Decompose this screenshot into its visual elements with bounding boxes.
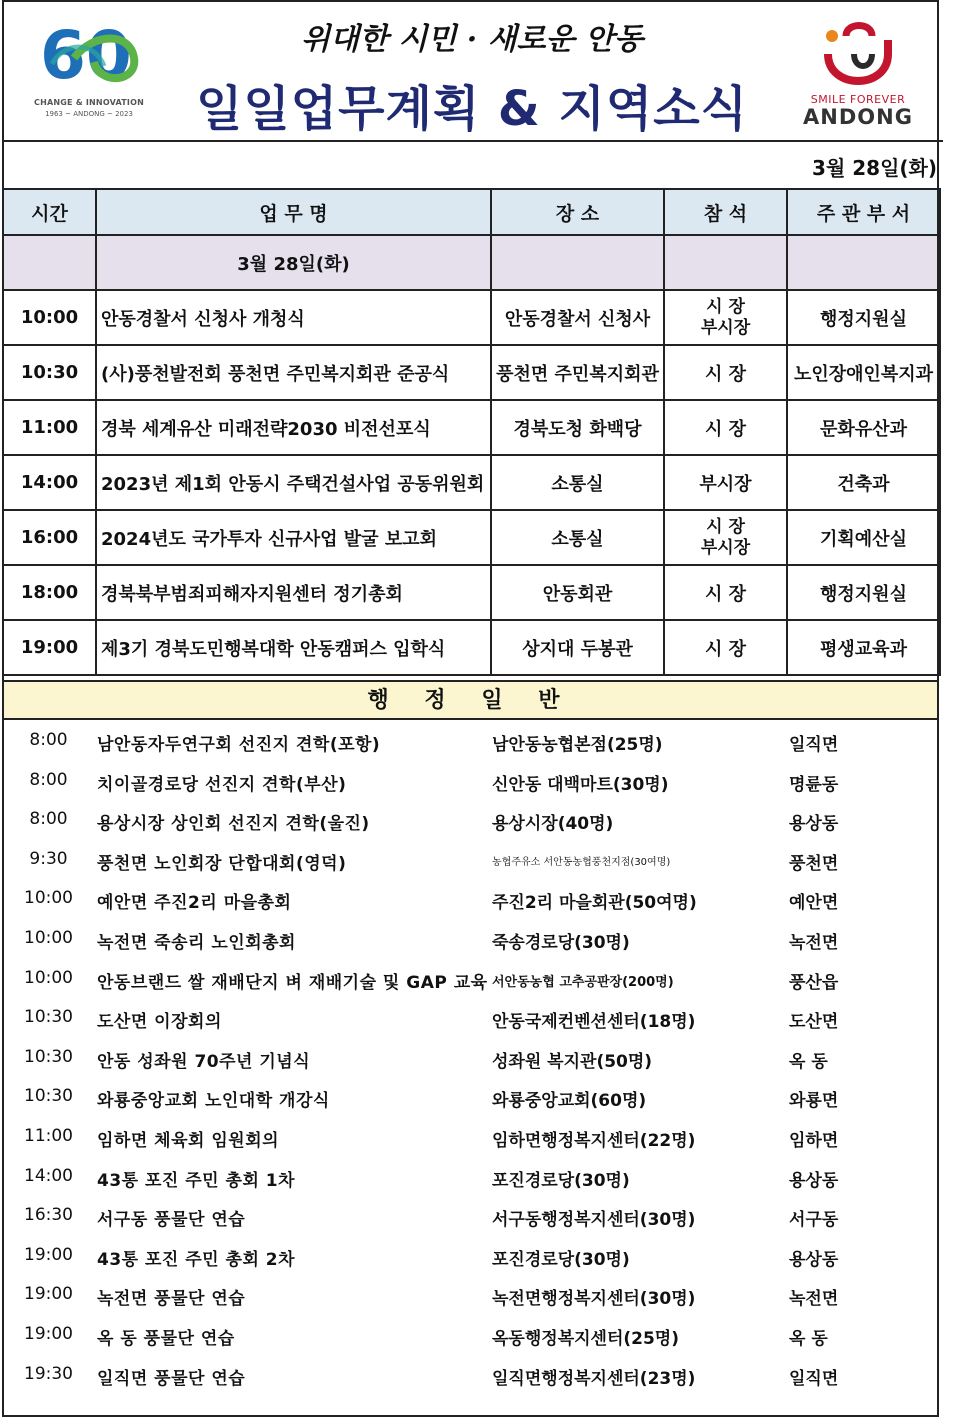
schedule-attendee xyxy=(664,290,787,345)
attendee-label: 부시장 xyxy=(700,537,751,558)
admin-title: 용상시장 상인회 선진지 견학(울진) xyxy=(97,814,370,835)
schedule-row xyxy=(3,620,940,675)
admin-time: 8:00 xyxy=(29,730,68,750)
schedule-attendee xyxy=(664,510,787,565)
schedule-task-name: 2023년 제1회 안동시 주택건설사업 공동위원회 xyxy=(96,455,491,510)
admin-list-item xyxy=(2,1355,939,1395)
col-header-time: 시간 xyxy=(3,189,96,235)
schedule-place: 풍천면 주민복지회관 xyxy=(491,345,664,400)
admin-dept: 녹전면 xyxy=(789,932,839,953)
schedule-task-name: 안동경찰서 신청사 개청식 xyxy=(96,290,491,345)
admin-list-item xyxy=(2,1315,939,1355)
schedule-time: 14:00 xyxy=(3,455,96,510)
admin-dept: 명륜동 xyxy=(789,774,839,795)
schedule-task-name: 제3기 경북도민행복대학 안동캠퍼스 입학식 xyxy=(96,620,491,675)
admin-title: 옥 동 풍물단 연습 xyxy=(97,1328,235,1349)
admin-list-item xyxy=(2,721,939,761)
admin-title: 남안동자두연구회 선진지 견학(포항) xyxy=(97,735,381,755)
admin-time: 19:00 xyxy=(24,1284,73,1305)
admin-dept: 도산면 xyxy=(789,1012,839,1033)
schedule-date-row xyxy=(3,235,940,290)
admin-place: 성좌원 복지관(50명) xyxy=(492,1051,653,1072)
logo-caption-top: CHANGE & INNOVATION xyxy=(34,98,144,107)
admin-dept: 녹전면 xyxy=(789,1289,839,1310)
schedule-row xyxy=(3,510,940,565)
admin-time: 8:00 xyxy=(29,769,68,790)
schedule-dept: 행정지원실 xyxy=(787,290,940,345)
admin-dept: 풍산읍 xyxy=(789,972,839,993)
admin-title: 43통 포진 주민 총회 1차 xyxy=(97,1170,296,1191)
document-header xyxy=(2,0,943,142)
admin-time: 19:00 xyxy=(24,1323,73,1344)
svg-text:60: 60 xyxy=(40,17,132,94)
schedule-dept: 문화유산과 xyxy=(787,400,940,455)
admin-dept: 용상동 xyxy=(789,814,839,835)
admin-dept: 용상동 xyxy=(789,1170,839,1191)
schedule-dept: 건축과 xyxy=(787,455,940,510)
admin-place: 서안동농협 고추공판장(200명) xyxy=(492,974,674,990)
admin-title: 와룡중앙교회 노인대학 개강식 xyxy=(97,1091,330,1112)
admin-list-item xyxy=(2,879,939,919)
schedule-dept: 노인장애인복지과 xyxy=(787,345,940,400)
schedule-dept: 행정지원실 xyxy=(787,565,940,620)
admin-place: 녹전면행정복지센터(30명) xyxy=(492,1289,696,1310)
admin-place: 남안동농협본점(25명) xyxy=(492,735,663,755)
admin-place: 주진2리 마을회관(50여명) xyxy=(492,893,697,914)
col-header-dept: 주 관 부 서 xyxy=(787,189,940,235)
schedule-attendee xyxy=(664,620,787,675)
schedule-time: 10:00 xyxy=(3,290,96,345)
admin-time: 14:00 xyxy=(24,1165,73,1186)
admin-title: 예안면 주진2리 마을총회 xyxy=(97,893,292,914)
schedule-table xyxy=(2,188,941,676)
admin-time: 19:30 xyxy=(24,1363,73,1384)
admin-time: 9:30 xyxy=(29,848,68,869)
admin-title: 녹전면 죽송리 노인회총회 xyxy=(97,932,296,953)
admin-dept: 일직면 xyxy=(789,735,839,755)
admin-place: 와룡중앙교회(60명) xyxy=(492,1091,647,1112)
page-title: 일일업무계획 & 지역소식 xyxy=(196,81,748,137)
schedule-header-row xyxy=(3,189,940,235)
smile-forever-text: SMILE FOREVER xyxy=(810,93,906,106)
schedule-attendee xyxy=(664,345,787,400)
schedule-task-name: (사)풍천발전회 풍천면 주민복지회관 준공식 xyxy=(96,345,491,400)
admin-list-item xyxy=(2,1275,939,1315)
schedule-row xyxy=(3,565,940,620)
schedule-attendee xyxy=(664,455,787,510)
admin-place: 신안동 대백마트(30명) xyxy=(492,774,669,795)
admin-list-item xyxy=(2,1157,939,1197)
col-header-name: 업 무 명 xyxy=(96,189,491,235)
admin-list-item xyxy=(2,1196,939,1236)
attendee-label: 시 장 xyxy=(706,296,745,317)
admin-title: 안동브랜드 쌀 재배단지 벼 재배기술 및 GAP 교육 xyxy=(97,972,488,993)
schedule-row xyxy=(3,345,940,400)
admin-title: 일직면 풍물단 연습 xyxy=(97,1368,246,1389)
admin-place: 일직면행정복지센터(23명) xyxy=(492,1368,696,1389)
andong-wordmark: ANDONG xyxy=(803,105,913,129)
admin-place: 포진경로당(30명) xyxy=(492,1249,630,1270)
schedule-time: 19:00 xyxy=(3,620,96,675)
document-date: 3월 28일(화) xyxy=(812,156,937,180)
schedule-dept: 평생교육과 xyxy=(787,620,940,675)
admin-list-item xyxy=(2,1077,939,1117)
date-line xyxy=(2,142,939,190)
admin-place: 용상시장(40명) xyxy=(492,814,614,835)
admin-list-item xyxy=(2,998,939,1038)
admin-title: 도산면 이장회의 xyxy=(97,1012,222,1033)
attendee-label: 시 장 xyxy=(704,583,747,605)
schedule-attendee xyxy=(664,565,787,620)
admin-time: 10:00 xyxy=(24,967,73,988)
admin-time: 19:00 xyxy=(24,1244,73,1265)
attendee-label: 시 장 xyxy=(704,363,747,385)
admin-title: 서구동 풍물단 연습 xyxy=(97,1210,246,1231)
schedule-row xyxy=(3,455,940,510)
schedule-task-name: 2024년도 국가투자 신규사업 발굴 보고회 xyxy=(96,510,491,565)
admin-list-item xyxy=(2,1038,939,1078)
admin-time: 11:00 xyxy=(24,1125,73,1146)
admin-section-header: 행 정 일 반 xyxy=(2,680,939,720)
admin-list-item xyxy=(2,840,939,880)
admin-title: 43통 포진 주민 총회 2차 xyxy=(97,1249,296,1270)
admin-dept: 임하면 xyxy=(789,1130,839,1151)
admin-title: 안동 성좌원 70주년 기념식 xyxy=(97,1051,311,1072)
admin-dept: 옥 동 xyxy=(789,1051,828,1072)
admin-place: 서구동행정복지센터(30명) xyxy=(492,1210,696,1231)
attendee-label: 부시장 xyxy=(700,317,751,338)
admin-list-item xyxy=(2,959,939,999)
admin-time: 10:30 xyxy=(24,1007,73,1028)
schedule-place: 소통실 xyxy=(491,455,664,510)
attendee-label: 시 장 xyxy=(704,418,747,440)
admin-dept: 용상동 xyxy=(789,1249,839,1270)
admin-time: 10:00 xyxy=(24,888,73,909)
admin-list-item xyxy=(2,761,939,801)
admin-title: 녹전면 풍물단 연습 xyxy=(97,1289,246,1310)
schedule-date-label: 3월 28일(화) xyxy=(96,235,491,290)
admin-place: 임하면행정복지센터(22명) xyxy=(492,1130,696,1151)
admin-list-item xyxy=(2,1236,939,1276)
admin-place: 죽송경로당(30명) xyxy=(492,932,630,953)
admin-place: 옥동행정복지센터(25명) xyxy=(492,1328,679,1349)
admin-dept: 일직면 xyxy=(789,1368,839,1389)
admin-title: 임하면 체육회 임원회의 xyxy=(97,1130,280,1151)
logo-caption-bottom: 1963 ~ ANDONG ~ 2023 xyxy=(45,110,133,118)
smile-andong-logo xyxy=(802,14,914,134)
attendee-label: 시 장 xyxy=(706,516,745,537)
admin-time: 8:00 xyxy=(29,809,68,830)
schedule-row xyxy=(3,290,940,345)
schedule-place: 안동경찰서 신청사 xyxy=(491,290,664,345)
admin-dept: 예안면 xyxy=(789,893,839,914)
schedule-attendee xyxy=(664,400,787,455)
slogan-text: 위대한 시민 · 새로운 안동 xyxy=(300,22,644,57)
admin-dept: 풍천면 xyxy=(789,853,839,874)
admin-time: 16:30 xyxy=(24,1205,73,1226)
logo-60-icon xyxy=(34,12,144,98)
admin-time: 10:30 xyxy=(24,1046,73,1067)
schedule-place: 경북도청 화백당 xyxy=(491,400,664,455)
admin-list-item xyxy=(2,919,939,959)
admin-title: 치이골경로당 선진지 견학(부산) xyxy=(97,774,347,795)
smile-face-icon xyxy=(802,14,914,92)
schedule-dept: 기획예산실 xyxy=(787,510,940,565)
schedule-place: 상지대 두봉관 xyxy=(491,620,664,675)
schedule-row xyxy=(3,400,940,455)
attendee-label: 시 장 xyxy=(704,638,747,660)
anniversary-60-logo xyxy=(34,12,144,124)
admin-place: 포진경로당(30명) xyxy=(492,1170,630,1191)
col-header-attendee: 참 석 xyxy=(664,189,787,235)
document-page xyxy=(2,0,943,1419)
admin-list xyxy=(2,721,939,1394)
admin-title: 풍천면 노인회장 단합대회(영덕) xyxy=(97,853,347,874)
schedule-time: 16:00 xyxy=(3,510,96,565)
schedule-time: 18:00 xyxy=(3,565,96,620)
schedule-task-name: 경북북부범죄피해자지원센터 정기총회 xyxy=(96,565,491,620)
admin-dept: 옥 동 xyxy=(789,1328,828,1349)
schedule-place: 소통실 xyxy=(491,510,664,565)
admin-list-item xyxy=(2,1117,939,1157)
schedule-task-name: 경북 세계유산 미래전략2030 비전선포식 xyxy=(96,400,491,455)
admin-time: 10:30 xyxy=(24,1086,73,1107)
admin-place: 안동국제컨벤션센터(18명) xyxy=(492,1012,696,1033)
admin-list-item xyxy=(2,800,939,840)
schedule-time: 10:30 xyxy=(3,345,96,400)
schedule-place: 안동회관 xyxy=(491,565,664,620)
admin-place: 농협주유소 서안동농협풍천지점(30여명) xyxy=(492,856,671,868)
schedule-time: 11:00 xyxy=(3,400,96,455)
admin-dept: 서구동 xyxy=(789,1210,839,1231)
admin-dept: 와룡면 xyxy=(789,1091,839,1112)
admin-time: 10:00 xyxy=(24,927,73,948)
col-header-place: 장 소 xyxy=(491,189,664,235)
attendee-label: 부시장 xyxy=(699,473,752,495)
